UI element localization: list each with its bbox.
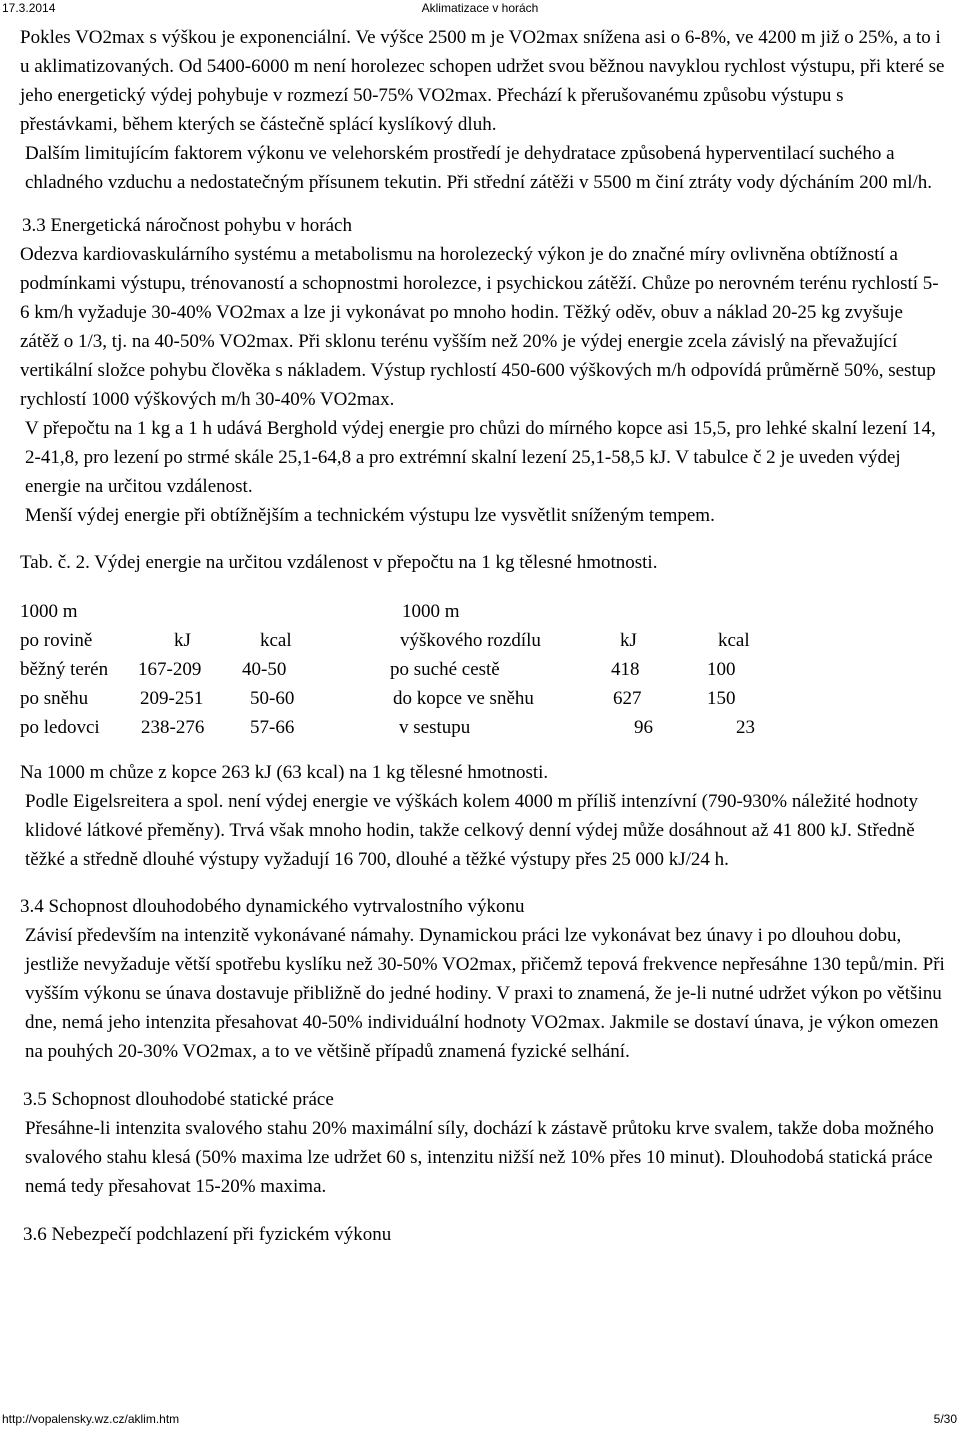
paragraph-eigelsreiter: Podle Eigelsreitera a spol. není výdej energie ve výškách kolem 4000 m příliš intenzívní (790-930% náležité hodnoty klidové látkové přeměny). Trvá však mnoho hodin, takže celkový denní výdej může dosáhnout až 41 800 kJ. Středně těžké a středně dlouhé výstupy vyžadují 16 700, dlouhé a těžké výstupy přes 25 000 kJ/24 h. <box>25 791 918 870</box>
table-right-row-kj: 418 <box>611 659 640 680</box>
article-content <box>20 23 945 1249</box>
table-left-row-kcal: 50-60 <box>250 688 295 709</box>
table-left-subtitle: po rovině <box>20 630 93 651</box>
table-left-row-label: běžný terén <box>20 659 109 680</box>
table-right-row-label: po suché cestě <box>390 659 500 680</box>
table-left-kj-header: kJ <box>174 630 191 651</box>
table-left-title: 1000 m <box>20 601 78 622</box>
print-page-number: 5/30 <box>933 1412 957 1426</box>
table-right-row-kj: 627 <box>613 688 642 709</box>
table-right-kcal-header: kcal <box>718 630 750 651</box>
print-url: http://vopalensky.wz.cz/aklim.htm <box>2 1412 180 1426</box>
paragraph-downhill: Na 1000 m chůze z kopce 263 kJ (63 kcal) na 1 kg tělesné hmotnosti. <box>20 762 549 783</box>
table-right-row-kcal: 23 <box>736 717 755 738</box>
paragraph-energy-cost: Odezva kardiovaskulárního systému a metabolismu na horolezecký výkon je do značné míry ovlivněna obtížností a podmínkami výstupu, trénovaností a schopnostmi horolezce, i psychickou zátěží. Chůze po nerovném terénu rychlostí 5-6 km/h vyžaduje 30-40% VO2max a lze ji vykonávat po mnoho hodin. Těžký oděv, obuv a náklad 20-25 kg zvyšuje zátěž o 1/3, tj. na 40-50% VO2max. Při sklonu terénu vyšším než 20% je výdej energie zcela závislý na převažující vertikální složce pohybu člověka s nákladem. Výstup rychlostí 450-600 výškových m/h odpovídá průměrně 50%, sestup rychlostí 1000 výškových m/h 30-40% VO2max. <box>20 244 939 410</box>
table-left-kcal-header: kcal <box>260 630 292 651</box>
table-left-row-kj: 209-251 <box>140 688 204 709</box>
paragraph-vo2max-decline: Pokles VO2max s výškou je exponenciální. Ve výšce 2500 m je VO2max snížena asi o 6-8%, ve 4200 m již o 25%, a to i u aklimatizovaných. Od 5400-6000 m není horolezec schopen udržet svou běžnou navyklou rychlost výstupu, při které se jeho energetický výdej pohybuje v rozmezí 50-75% VO2max. Přechází k přerušovanému způsobu výstupu s přestávkami, během kterých se částečně splácí kyslíkový dluh. <box>20 27 945 135</box>
paragraph-berghold: V přepočtu na 1 kg a 1 h udává Berghold výdej energie pro chůzi do mírného kopce asi 15,5, pro lehké skalní lezení 14, 2-41,8, pro lezení po strmé skále 25,1-64,8 a pro extrémní skalní lezení 25,1-58,5 kJ. V tabulce č 2 je uveden výdej energie na určitou vzdálenost. <box>25 418 936 497</box>
print-date: 17.3.2014 <box>2 1 56 15</box>
table-left-row-kcal: 57-66 <box>250 717 295 738</box>
section-heading-3-5: 3.5 Schopnost dlouhodobé statické práce <box>23 1089 334 1110</box>
section-heading-3-4: 3.4 Schopnost dlouhodobého dynamického vytrvalostního výkonu <box>20 896 525 917</box>
table-left-row-label: po sněhu <box>20 688 89 709</box>
paragraph-static-work: Přesáhne-li intenzita svalového stahu 20% maximální síly, dochází k zástavě průtoku krve svalem, takže doba možného svalového stahu klesá (50% maxima lze udržet 60 s, intenzitu nižší než 10% přes 10 minut). Dlouhodobá statická práce nemá tedy přesahovat 15-20% maxima. <box>25 1118 934 1197</box>
table-caption: Tab. č. 2. Výdej energie na určitou vzdálenost v přepočtu na 1 kg tělesné hmotnosti. <box>20 552 658 573</box>
table-right-row-kcal: 150 <box>707 688 736 709</box>
table-right-row-kj: 96 <box>634 717 653 738</box>
paragraph-endurance: Závisí především na intenzitě vykonávané námahy. Dynamickou práci lze vykonávat bez únavy i po dlouhou dobu, jestliže nevyžaduje větší spotřebu kyslíku než 30-50% VO2max, přičemž tepová frekvence nepřesáhne 130 tepů/min. Při vyšším výkonu se únava dostavuje přibližně do jedné hodiny. V praxi to znamená, že je-li nutné udržet výkon po většinu dne, nemá jeho intenzita přesahovat 40-50% individuální hodnoty VO2max. Jakmile se dostaví únava, je výkon omezen na pouhých 20-30% VO2max, a to ve většině případů znamená fyzické selhání. <box>25 925 945 1062</box>
paragraph-dehydration: Dalším limitujícím faktorem výkonu ve velehorském prostředí je dehydratace způsobená hyperventilací suchého a chladného vzduchu a nedostatečným přísunem tekutin. Při střední zátěži v 5500 m činí ztráty vody dýcháním 200 ml/h. <box>25 143 933 193</box>
section-heading-3-3: 3.3 Energetická náročnost pohybu v horách <box>22 215 352 236</box>
energy-table <box>20 597 945 742</box>
print-title: Aklimatizace v horách <box>421 1 539 15</box>
table-left-row-kj: 167-209 <box>138 659 202 680</box>
table-right-subtitle: výškového rozdílu <box>400 630 541 651</box>
section-heading-3-6: 3.6 Nebezpečí podchlazení při fyzickém výkonu <box>23 1224 392 1245</box>
table-left-row-label: po ledovci <box>20 717 100 738</box>
table-right-row-label: do kopce ve sněhu <box>393 688 534 709</box>
table-left-row-kj: 238-276 <box>141 717 205 738</box>
table-left-row-kcal: 40-50 <box>242 659 287 680</box>
table-right-row-label: v sestupu <box>399 717 471 738</box>
paragraph-lower-energy: Menší výdej energie při obtížnějším a technickém výstupu lze vysvětlit sníženým tempem. <box>25 505 715 526</box>
table-right-kj-header: kJ <box>620 630 637 651</box>
table-right-title: 1000 m <box>402 601 460 622</box>
table-right-row-kcal: 100 <box>707 659 736 680</box>
